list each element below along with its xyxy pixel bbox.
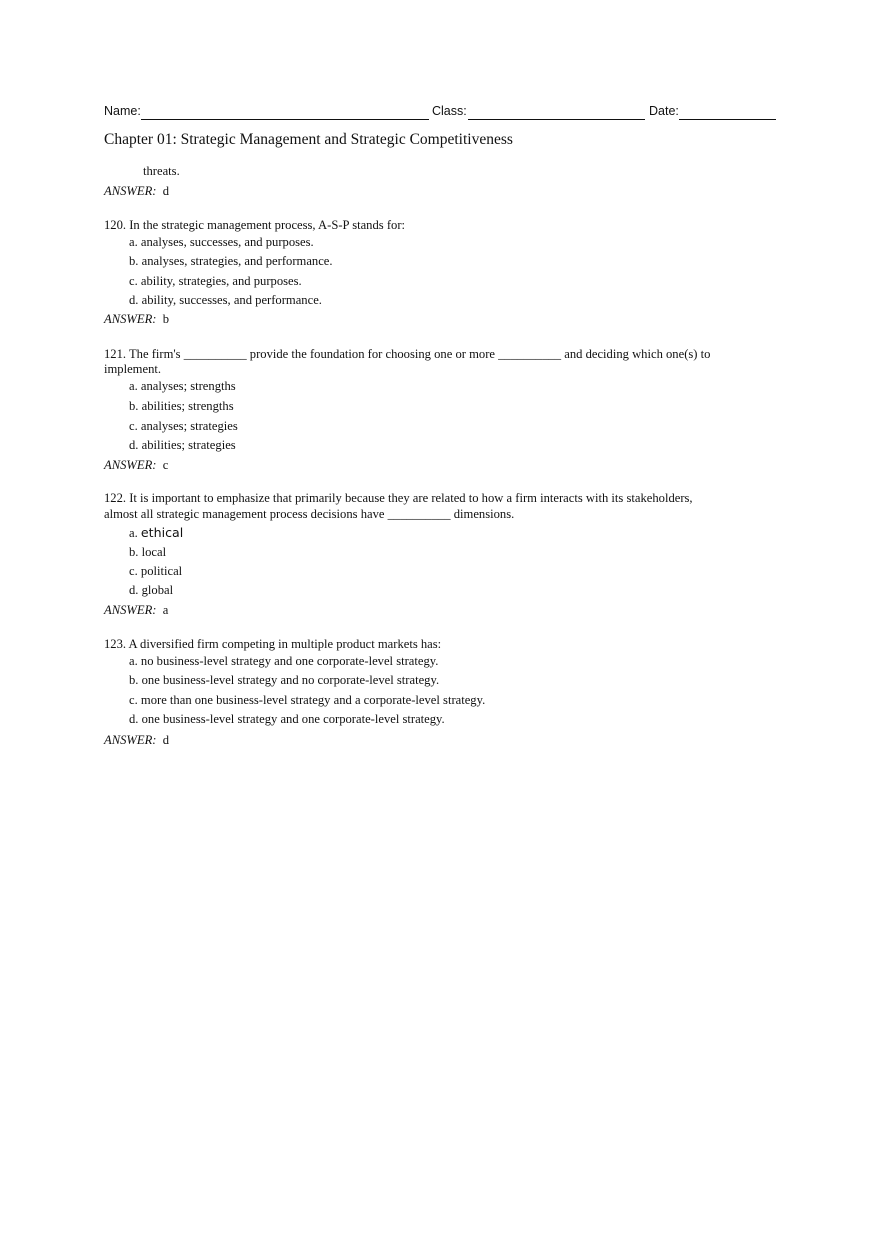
answer-label: ANSWER:	[104, 184, 157, 198]
option-text: abilities; strategies	[141, 438, 236, 452]
option-text: analyses; strategies	[140, 419, 238, 433]
option-letter: b.	[129, 254, 139, 268]
option-a	[129, 379, 236, 394]
question-stem-line-2: almost all strategic management process decisions have __________ dimensions.	[104, 507, 515, 521]
option-text: local	[141, 545, 167, 559]
option-text: ethical	[140, 525, 184, 540]
answer-label: ANSWER:	[104, 733, 157, 747]
answer-label: ANSWER:	[104, 312, 157, 326]
option-d	[129, 712, 445, 727]
question-stem-line-1: 121. The firm's __________ provide the foundation for choosing one or more __________ and deciding which one(s) to	[104, 347, 711, 361]
option-letter: a.	[129, 235, 138, 249]
student-info-header	[104, 103, 776, 121]
question-stem-line-2: implement.	[104, 362, 162, 376]
option-d	[129, 583, 173, 598]
option-text: political	[140, 564, 183, 578]
option-b	[129, 254, 333, 269]
answer-value: c	[162, 458, 169, 472]
option-letter: d.	[129, 438, 139, 452]
answer-line	[104, 603, 168, 618]
option-text: analyses, strategies, and performance.	[141, 254, 333, 268]
answer-line	[104, 184, 169, 199]
option-letter: a.	[129, 526, 138, 540]
answer-line	[104, 733, 169, 748]
option-letter: c.	[129, 274, 138, 288]
answer-value: d	[162, 184, 170, 198]
option-text: ability, strategies, and purposes.	[140, 274, 302, 288]
option-text: ability, successes, and performance.	[141, 293, 322, 307]
option-letter: d.	[129, 583, 139, 597]
option-b	[129, 673, 439, 688]
question-stem: 123. A diversified firm competing in multiple product markets has:	[104, 637, 442, 651]
class-label: Class:	[432, 104, 467, 118]
answer-value: d	[162, 733, 170, 747]
option-c	[129, 274, 302, 289]
option-d	[129, 438, 236, 453]
answer-line	[104, 312, 169, 327]
option-letter: a.	[129, 654, 138, 668]
option-text: global	[141, 583, 174, 597]
option-text: analyses; strengths	[140, 379, 236, 393]
question-stem-line-1: 122. It is important to emphasize that primarily because they are related to how a firm interacts with its stakeholders,	[104, 491, 693, 505]
option-letter: c.	[129, 419, 138, 433]
option-a	[129, 654, 438, 669]
option-letter: b.	[129, 545, 139, 559]
option-letter: b.	[129, 399, 139, 413]
class-blank-line	[468, 119, 645, 120]
answer-line	[104, 458, 168, 473]
option-text: abilities; strengths	[141, 399, 234, 413]
option-c	[129, 564, 182, 579]
option-b	[129, 545, 166, 560]
name-label: Name:	[104, 104, 141, 118]
answer-value: b	[162, 312, 170, 326]
option-d	[129, 293, 322, 308]
option-a	[129, 235, 314, 250]
date-blank-line	[679, 119, 776, 120]
option-c	[129, 693, 485, 708]
option-text: no business-level strategy and one corporate-level strategy.	[140, 654, 439, 668]
option-c	[129, 419, 238, 434]
option-text: more than one business-level strategy and a corporate-level strategy.	[140, 693, 486, 707]
option-letter: a.	[129, 379, 138, 393]
option-letter: c.	[129, 564, 138, 578]
option-letter: c.	[129, 693, 138, 707]
continuation-text: threats.	[143, 164, 180, 178]
option-letter: d.	[129, 712, 139, 726]
option-letter: d.	[129, 293, 139, 307]
name-blank-line	[141, 119, 429, 120]
question-stem: 120. In the strategic management process, A-S-P stands for:	[104, 218, 406, 232]
date-label: Date:	[649, 104, 679, 118]
option-b	[129, 399, 234, 414]
answer-label: ANSWER:	[104, 603, 157, 617]
option-text: one business-level strategy and one corporate-level strategy.	[141, 712, 445, 726]
answer-label: ANSWER:	[104, 458, 157, 472]
option-text: analyses, successes, and purposes.	[140, 235, 314, 249]
option-letter: b.	[129, 673, 139, 687]
chapter-title: Chapter 01: Strategic Management and Strategic Competitiveness	[104, 131, 513, 148]
option-a	[129, 525, 183, 541]
option-text: one business-level strategy and no corporate-level strategy.	[141, 673, 440, 687]
answer-value: a	[162, 603, 169, 617]
